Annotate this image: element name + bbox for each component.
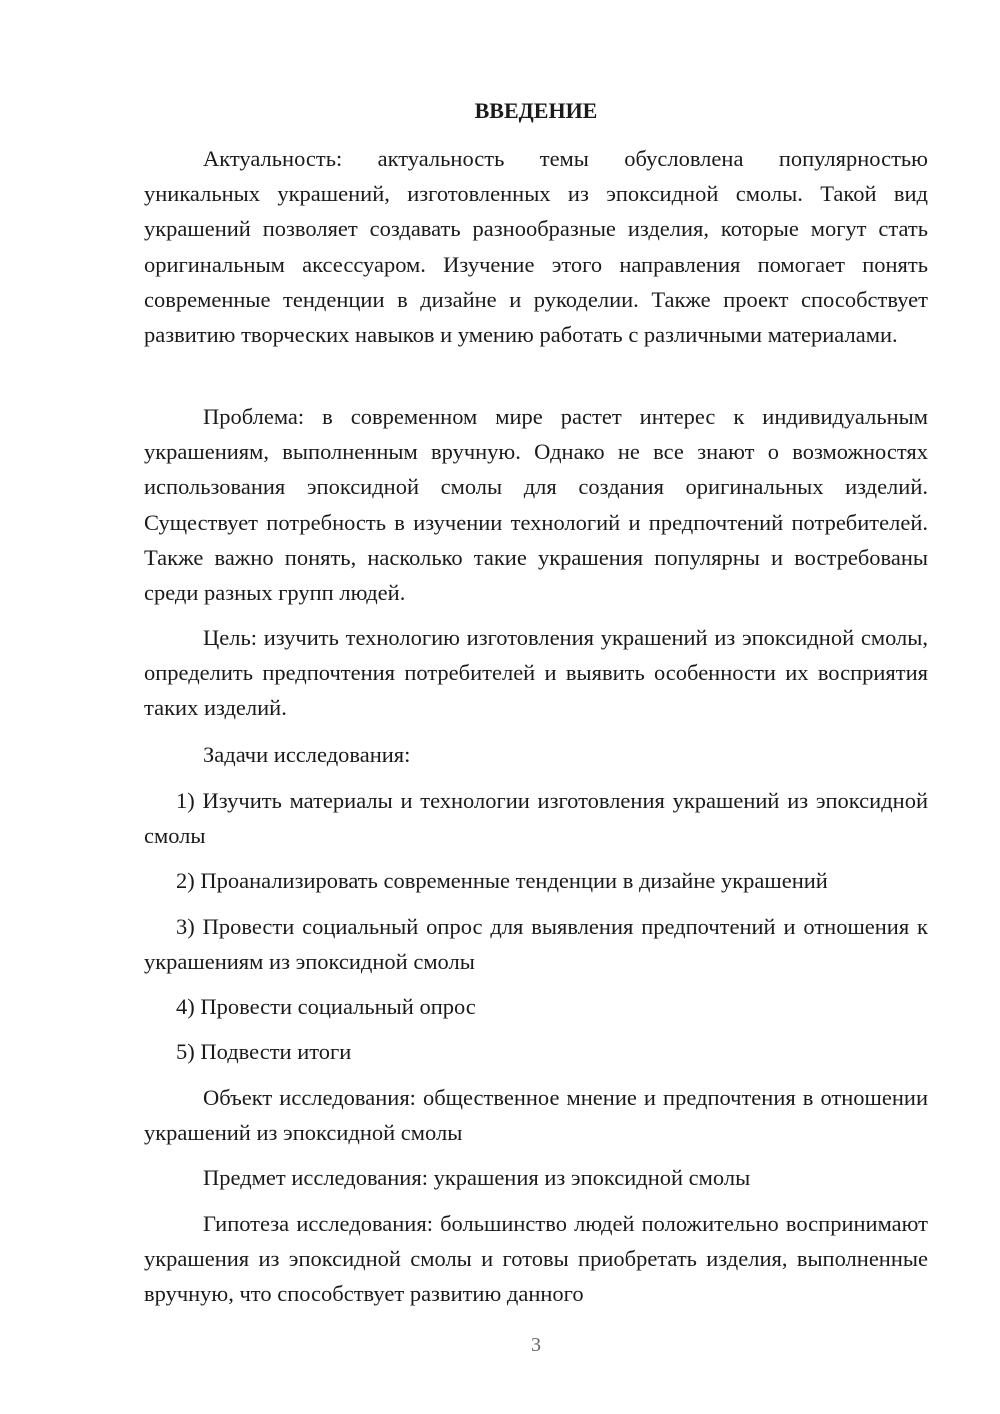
page-title: ВВЕДЕНИЕ xyxy=(474,98,598,123)
task-item: 5) Подвести итоги xyxy=(176,1039,352,1064)
page-number: 3 xyxy=(531,1334,541,1356)
task-item: 1) Изучить материалы и технологии изготовления украшений из эпоксидной смолы xyxy=(144,788,928,849)
paragraph-relevance: Актуальность: актуальность темы обусловлена популярностью уникальных украшений, изготовленных из эпоксидной смолы. Такой вид украшений позволяет создавать разнообразные изделия, которые могут стать оригинальным аксессуаром. Изучение этого направления помогает понять современные тенденции в дизайне и рукоделии. Также проект способствует развитию творческих навыков и умению работать с различными материалами. xyxy=(144,146,928,348)
paragraph-hypothesis: Гипотеза исследования: большинство людей положительно воспринимают украшения из эпоксидной смолы и готовы приобретать изделия, выполненные вручную, что способствует развитию данного xyxy=(144,1211,928,1307)
paragraph-tasks-heading: Задачи исследования: xyxy=(203,742,411,767)
task-item: 2) Проанализировать современные тенденции в дизайне украшений xyxy=(176,868,828,893)
task-item: 3) Провести социальный опрос для выявления предпочтений и отношения к украшениям из эпоксидной смолы xyxy=(144,914,928,975)
paragraph-subject: Предмет исследования: украшения из эпоксидной смолы xyxy=(203,1165,751,1190)
task-item: 4) Провести социальный опрос xyxy=(176,994,476,1019)
paragraph-goal: Цель: изучить технологию изготовления украшений из эпоксидной смолы, определить предпочтения потребителей и выявить особенности их восприятия таких изделий. xyxy=(144,625,928,721)
paragraph-problem: Проблема: в современном мире растет интерес к индивидуальным украшениям, выполненным вручную. Однако не все знают о возможностях использования эпоксидной смолы для создания оригинальных изделий. Существует потребность в изучении технологий и предпочтений потребителей. Также важно понять, насколько такие украшения популярны и востребованы среди разных групп людей. xyxy=(144,404,928,606)
paragraph-object: Объект исследования: общественное мнение и предпочтения в отношении украшений из эпоксидной смолы xyxy=(144,1085,928,1146)
